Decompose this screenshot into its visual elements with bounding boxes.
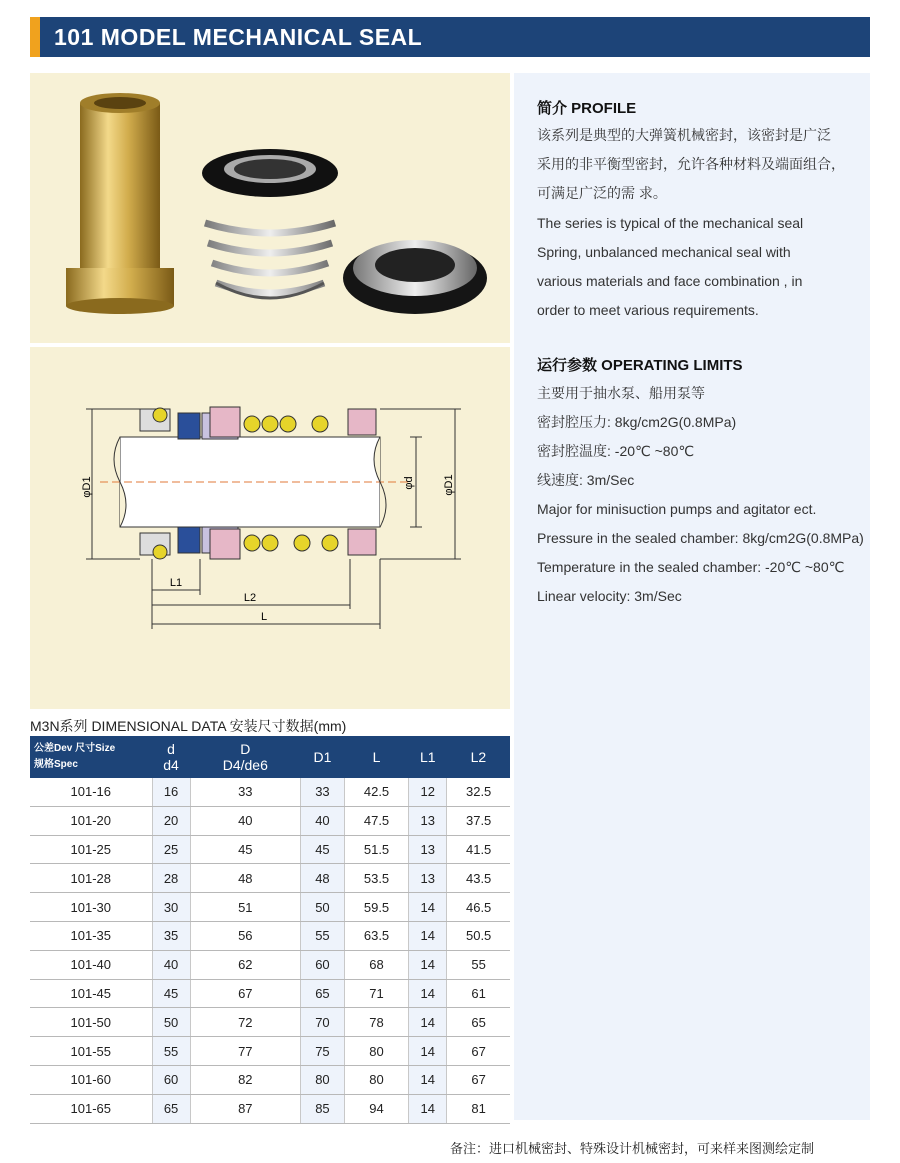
value-cell: 67: [447, 1065, 510, 1094]
value-cell: 72: [190, 1008, 300, 1037]
header-col-D1: [301, 736, 345, 778]
value-cell: 42.5: [344, 778, 408, 806]
profile-en-line-2: Spring, unbalanced mechanical seal with: [537, 244, 791, 260]
value-cell: 40: [301, 806, 345, 835]
table-row: [30, 864, 510, 893]
value-cell: 94: [344, 1094, 408, 1123]
value-cell: 40: [190, 806, 300, 835]
value-cell: 14: [409, 921, 447, 950]
profile-en-line-1: The series is typical of the mechanical seal: [537, 215, 804, 231]
label-L1: L1: [169, 577, 183, 589]
header-col-L2: [447, 736, 510, 778]
spec-cell: 101-28: [30, 864, 152, 893]
value-cell: 61: [447, 979, 510, 1008]
header-col-d-top: d: [167, 741, 175, 757]
value-cell: 14: [409, 979, 447, 1008]
value-cell: 51: [190, 893, 300, 922]
value-cell: 81: [447, 1094, 510, 1123]
page-title: 101 MODEL MECHANICAL SEAL: [54, 24, 423, 50]
value-cell: 50.5: [447, 921, 510, 950]
value-cell: 80: [344, 1037, 408, 1066]
spec-cell: 101-50: [30, 1008, 152, 1037]
value-cell: 20: [152, 806, 190, 835]
value-cell: 78: [344, 1008, 408, 1037]
value-cell: 14: [409, 893, 447, 922]
value-cell: 14: [409, 950, 447, 979]
value-cell: 56: [190, 921, 300, 950]
value-cell: 60: [152, 1065, 190, 1094]
value-cell: 13: [409, 806, 447, 835]
header-col-L1: [409, 736, 447, 778]
value-cell: 51.5: [344, 835, 408, 864]
value-cell: 14: [409, 1065, 447, 1094]
value-cell: 55: [447, 950, 510, 979]
value-cell: 80: [301, 1065, 345, 1094]
value-cell: 14: [409, 1094, 447, 1123]
value-cell: 41.5: [447, 835, 510, 864]
value-cell: 25: [152, 835, 190, 864]
value-cell: 47.5: [344, 806, 408, 835]
value-cell: 77: [190, 1037, 300, 1066]
label-D1-right: φD1: [443, 474, 455, 496]
spec-cell: 101-25: [30, 835, 152, 864]
value-cell: 65: [152, 1094, 190, 1123]
brass-sleeve-icon: [66, 93, 174, 314]
value-cell: 80: [344, 1065, 408, 1094]
spec-cell: 101-65: [30, 1094, 152, 1123]
table-body: [30, 778, 510, 1123]
table-row: [30, 979, 510, 1008]
label-L: L: [260, 611, 268, 623]
table-row: [30, 921, 510, 950]
limits-en-line-1: Major for minisuction pumps and agitator ect.: [537, 501, 817, 517]
profile-cn-line-3: 可满足广泛的需 求。: [537, 185, 667, 201]
header-col-D-top: D: [240, 741, 251, 757]
limits-cn-line-3: 密封腔温度: -20℃ ~80℃: [537, 443, 695, 459]
header-spec: [30, 736, 152, 778]
spec-cell: 101-45: [30, 979, 152, 1008]
header-spec-line-2: 规格Spec: [34, 759, 78, 770]
value-cell: 50: [301, 893, 345, 922]
limits-cn-line-1: 主要用于抽水泵、船用泵等: [537, 385, 705, 401]
value-cell: 75: [301, 1037, 345, 1066]
value-cell: 67: [447, 1037, 510, 1066]
header-col-L2-top: L2: [470, 749, 487, 765]
profile-cn-line-1: 该系列是典型的大弹簧机械密封，该密封是广泛: [537, 127, 831, 143]
value-cell: 37.5: [447, 806, 510, 835]
value-cell: 14: [409, 1008, 447, 1037]
dimensional-data-table: [30, 736, 510, 1124]
limits-cn-line-2: 密封腔压力: 8kg/cm2G(0.8MPa): [537, 414, 737, 430]
value-cell: 85: [301, 1094, 345, 1123]
spec-cell: 101-35: [30, 921, 152, 950]
table-row: [30, 1094, 510, 1123]
value-cell: 45: [152, 979, 190, 1008]
limits-en-line-4: Linear velocity: 3m/Sec: [537, 588, 682, 604]
spec-cell: 101-60: [30, 1065, 152, 1094]
value-cell: 71: [344, 979, 408, 1008]
value-cell: 30: [152, 893, 190, 922]
value-cell: 63.5: [344, 921, 408, 950]
header-col-D: [190, 736, 300, 778]
value-cell: 12: [409, 778, 447, 806]
title-accent-bar: [30, 17, 40, 57]
value-cell: 60: [301, 950, 345, 979]
table-title: M3N系列 DIMENSIONAL DATA 安装尺寸数据(mm): [30, 718, 347, 734]
header-col-D-bottom: D4/de6: [222, 757, 268, 773]
value-cell: 65: [447, 1008, 510, 1037]
value-cell: 55: [301, 921, 345, 950]
seal-cross-section-drawing: [30, 347, 510, 709]
limits-cn-line-4: 线速度: 3m/Sec: [537, 472, 635, 488]
value-cell: 53.5: [344, 864, 408, 893]
value-cell: 33: [190, 778, 300, 806]
table-row: [30, 950, 510, 979]
header-col-L: [344, 736, 408, 778]
product-photo: [30, 73, 510, 343]
value-cell: 65: [301, 979, 345, 1008]
table-row: [30, 806, 510, 835]
table-header-row: [30, 736, 510, 778]
value-cell: 67: [190, 979, 300, 1008]
profile-heading: 简介 PROFILE: [537, 100, 637, 117]
value-cell: 45: [301, 835, 345, 864]
seat-ring-icon: [343, 240, 487, 314]
table-row: [30, 778, 510, 806]
spec-cell: 101-20: [30, 806, 152, 835]
value-cell: 68: [344, 950, 408, 979]
table-row: [30, 1037, 510, 1066]
spec-cell: 101-55: [30, 1037, 152, 1066]
header-col-L1-top: L1: [419, 749, 436, 765]
header-col-D1-top: D1: [313, 749, 332, 765]
operating-limits-heading: 运行参数 OPERATING LIMITS: [537, 357, 743, 374]
spec-cell: 101-30: [30, 893, 152, 922]
value-cell: 45: [190, 835, 300, 864]
value-cell: 40: [152, 950, 190, 979]
value-cell: 28: [152, 864, 190, 893]
value-cell: 87: [190, 1094, 300, 1123]
limits-en-line-2: Pressure in the sealed chamber: 8kg/cm2G(0.8MPa): [537, 530, 864, 546]
value-cell: 33: [301, 778, 345, 806]
value-cell: 70: [301, 1008, 345, 1037]
value-cell: 82: [190, 1065, 300, 1094]
header-col-d: [152, 736, 190, 778]
label-d: φd: [403, 476, 415, 490]
header-spec-line-1: 公差Dev 尺寸Size: [34, 743, 116, 754]
label-L2: L2: [243, 592, 257, 604]
value-cell: 13: [409, 835, 447, 864]
table-row: [30, 893, 510, 922]
value-cell: 48: [190, 864, 300, 893]
value-cell: 62: [190, 950, 300, 979]
spring-seal-icon: [202, 149, 338, 298]
table-row: [30, 835, 510, 864]
header-col-d-bottom: d4: [163, 757, 179, 773]
profile-en-line-4: order to meet various requirements.: [537, 302, 759, 318]
value-cell: 32.5: [447, 778, 510, 806]
value-cell: 13: [409, 864, 447, 893]
table-row: [30, 1008, 510, 1037]
value-cell: 55: [152, 1037, 190, 1066]
table-row: [30, 1065, 510, 1094]
profile-en-line-3: various materials and face combination , in: [537, 273, 803, 289]
value-cell: 43.5: [447, 864, 510, 893]
spec-cell: 101-16: [30, 778, 152, 806]
value-cell: 59.5: [344, 893, 408, 922]
value-cell: 48: [301, 864, 345, 893]
value-cell: 14: [409, 1037, 447, 1066]
footnote: 备注：进口机械密封、特殊设计机械密封，可来样来图测绘定制: [450, 1141, 815, 1156]
header-col-L-top: L: [372, 749, 381, 765]
value-cell: 46.5: [447, 893, 510, 922]
label-D1-left: φD1: [81, 476, 93, 498]
value-cell: 35: [152, 921, 190, 950]
value-cell: 16: [152, 778, 190, 806]
value-cell: 50: [152, 1008, 190, 1037]
profile-cn-line-2: 采用的非平衡型密封，允许各种材料及端面组合，: [537, 156, 845, 172]
limits-en-line-3: Temperature in the sealed chamber: -20℃ ~80℃: [537, 559, 845, 575]
spec-cell: 101-40: [30, 950, 152, 979]
